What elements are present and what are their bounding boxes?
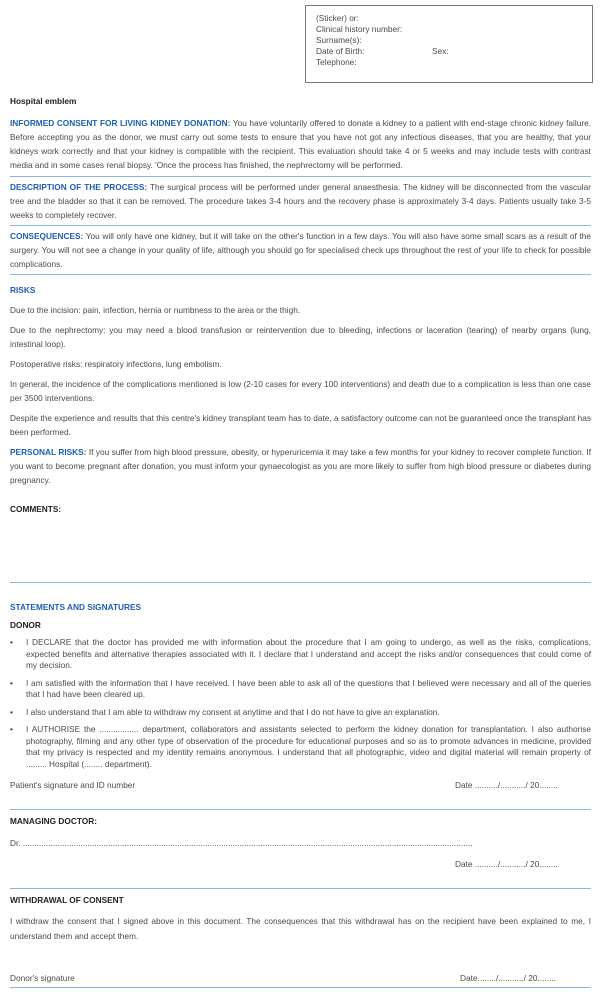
statement-item: • I am satisfied with the information that I have received. I have been able to ask all of the questions that I believed were necessary and all of the queries that I had have been cleared up.	[10, 678, 591, 701]
donor-heading: DONOR	[10, 620, 41, 630]
personal-text: If you suffer from high blood pressure, obesity, or hyperuricemia it may take a few months for your kidney to recover complete function. If you want to become pregnant after donation, you must inform your gynaecologist as you are more likely to suffer from high blood pressure or diabetes during pregnancy.	[10, 447, 592, 485]
description-section	[10, 180, 591, 222]
informed-text: You have voluntarily offered to donate a kidney to a patient with end-stage chronic kidney failure. Before accepting you as the donor, we must carry out some tests to ensure that you have not got any infectious diseases, that you are healthy, that your kidneys work correctly and that your kidney is compatible with the recipient. This evaluation should take 4 or 5 weeks and may include tests with contrast media and in some cases renal biopsy. 'Once the process has finished, the nephrectomy will be performed.	[10, 118, 591, 170]
withdrawal-text: I withdraw the consent that I signed above in this document. The consequences that this withdrawal has on the recipient have been explained to me, I understand them and accept them.	[10, 916, 591, 941]
consequences-text: You will only have one kidney, but it will take on the other's function in a few days. You will also have some small scars as a result of the surgery. You will not see a change in your quality of life, although you should go for specialised check ups throughout the rest of your life to check for possible complications.	[10, 231, 591, 269]
risk-item: Due to the nephrectomy: you may need a blood transfusion or reintervention due to bleeding, infections or laceration (tearing) of nearby organs (lung, intestinal loop).	[10, 325, 591, 349]
divider	[10, 809, 591, 810]
divider	[10, 582, 591, 583]
withdrawal-date-field: Date......../.........../ 20........	[460, 973, 556, 983]
description-text: The surgical process will be performed under general anaesthesia. The kidney will be disconnected from the vascular tree and the bladder so that it can be removed. The procedure takes 3-4 hours and the recovery phase is approximately 3-4 days. Patients usually take 3-5 weeks to completely recover.	[10, 182, 591, 220]
consequences-heading: CONSEQUENCES:	[10, 231, 84, 241]
divider	[10, 225, 591, 226]
telephone-label: Telephone:	[316, 57, 357, 67]
managing-doctor-heading: MANAGING DOCTOR:	[10, 816, 97, 826]
doctor-name-line: Dr. ...................................................................................................................................................................................................	[10, 838, 473, 848]
informed-heading: INFORMED CONSENT FOR LIVING KIDNEY DONATION:	[10, 118, 231, 128]
surname-label: Surname(s):	[316, 35, 362, 45]
risks-heading: RISKS	[10, 285, 36, 295]
description-heading: DESCRIPTION OF THE PROCESS:	[10, 182, 148, 192]
divider	[10, 176, 591, 177]
divider	[10, 274, 591, 275]
dob-label: Date of Birth:	[316, 46, 365, 56]
withdrawal-heading: WITHDRAWAL OF CONSENT	[10, 895, 124, 905]
donor-signature-label: Donor's signature	[10, 973, 75, 983]
clinical-history-label: Clinical history number:	[316, 24, 403, 34]
comments-label: COMMENTS:	[10, 504, 62, 514]
informed-consent-section	[10, 116, 591, 172]
personal-risks-section	[10, 445, 591, 487]
statement-item: • I DECLARE that the doctor has provided me with information about the procedure that I am going to undergo, as well as the risks, complications, expected benefits and alternative therapies associated with it. I declare that I understand and accept the risks and/or consequences that could come of my decision.	[10, 637, 591, 672]
divider	[10, 888, 591, 889]
risk-item: Postoperative risks: respiratory infections, lung embolism.	[10, 359, 222, 369]
patient-date-field: Date ........../.........../ 20........	[455, 780, 558, 790]
patient-signature-label: Patient's signature and ID number	[10, 780, 136, 790]
sex-label: Sex:	[432, 46, 449, 56]
risk-item: Despite the experience and results that this centre's kidney transplant team has to date, a satisfactory outcome can not be guaranteed once the transplant has been performed.	[10, 413, 591, 437]
personal-heading: PERSONAL RISKS:	[10, 447, 87, 457]
doctor-date-field: Date ........../.........../ 20........	[455, 859, 558, 869]
sticker-label: (Sticker) or:	[316, 13, 359, 23]
patient-id-box	[305, 5, 593, 83]
divider	[10, 987, 591, 988]
risk-item: Due to the incision: pain, infection, hernia or numbness to the area or the thigh.	[10, 305, 301, 315]
risk-item: In general, the incidence of the complications mentioned is low (2-10 cases for every 100 interventions) and death due to a complication is less than one case per 3500 interventions.	[10, 379, 591, 403]
hospital-emblem: Hospital emblem	[10, 96, 77, 106]
statement-item: • I also understand that I am able to withdraw my consent at anytime and that I do not have to give an explanation.	[10, 707, 591, 719]
donor-statements-list	[10, 637, 591, 776]
statement-item: • I AUTHORISE the ................. department, collaborators and assistants selected to perform the kidney donation for transplantation. I also authorise photography, filming and any other type of observation of the procedure for educational purposes and so as to promote advances in medicine, provided that my privacy is respected and my identity remains anonymous. I understand that all photographic, video and digital material will remain property of ......... Hospital (........ department).	[10, 724, 591, 770]
consequences-section	[10, 229, 591, 271]
statements-heading: STATEMENTS AND SIGNATURES	[10, 602, 142, 612]
